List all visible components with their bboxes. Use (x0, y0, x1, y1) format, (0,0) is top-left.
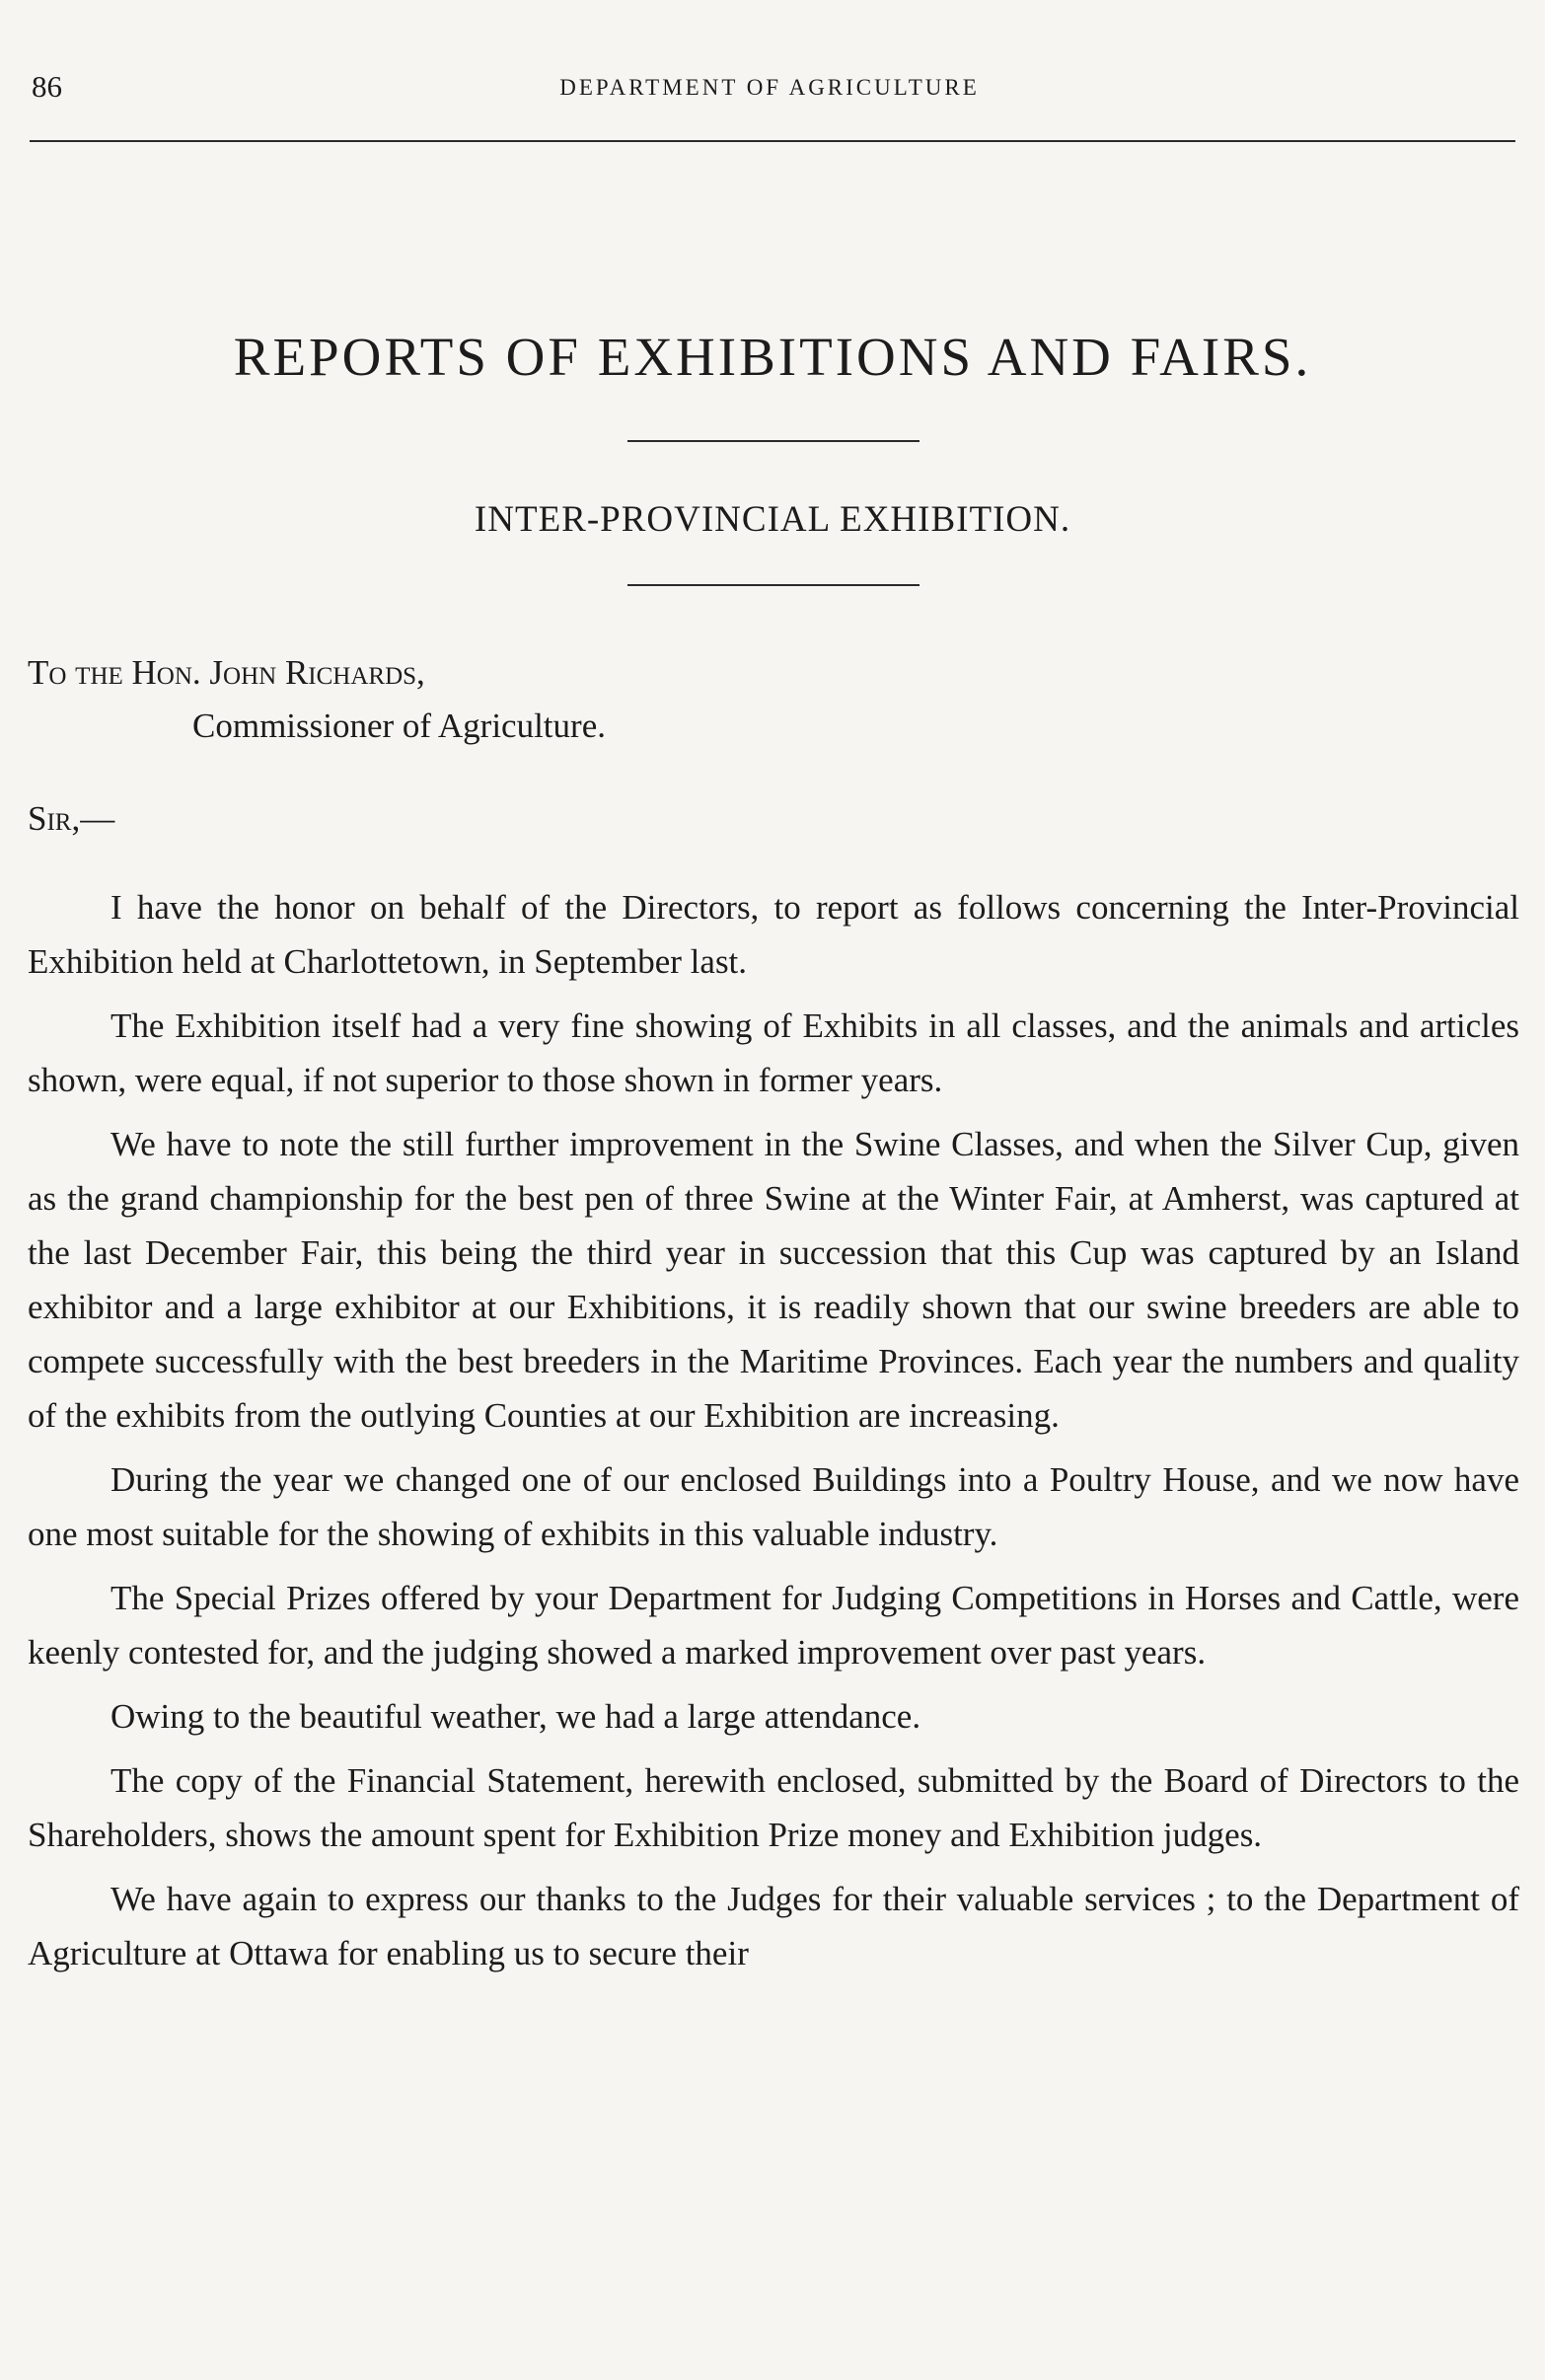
header-divider (30, 140, 1515, 142)
salutation: Sir,— (28, 799, 115, 838)
report-body (28, 880, 1519, 1990)
paragraph: The copy of the Financial Statement, herewith enclosed, submitted by the Board of Directors to the Shareholders, shows the amount spent for Exhibition Prize money and Exhibition judges. (28, 1761, 1519, 1854)
page-number: 86 (32, 69, 62, 104)
paragraph: The Special Prizes offered by your Department for Judging Competitions in Horses and Cattle, were keenly contested for, and the judging showed a marked improvement over past years. (28, 1579, 1519, 1672)
main-title: REPORTS OF EXHIBITIONS AND FAIRS. (233, 327, 1312, 387)
section-divider (627, 584, 920, 586)
addressee-title: Commissioner of Agriculture. (192, 707, 606, 745)
paragraph: The Exhibition itself had a very fine showing of Exhibits in all classes, and the animals and articles shown, were equal, if not superior to those shown in former years. (28, 1006, 1519, 1099)
page-header (32, 69, 1508, 109)
paragraph: We have to note the still further improvement in the Swine Classes, and when the Silver Cup, given as the grand championship for the best pen of three Swine at the Winter Fair, at Amherst, was captured at the last December Fair, this being the third year in succession that this Cup was captured by an Island exhibitor and a large exhibitor at our Exhibitions, it is readily shown that our swine breeders are able to compete successfully with the best breeders in the Maritime Provinces. Each year the numbers and quality of the exhibits from the outlying Counties at our Exhibition are increasing. (28, 1125, 1519, 1435)
paragraph: Owing to the beautiful weather, we had a large attendance. (110, 1697, 921, 1736)
paragraph: During the year we changed one of our enclosed Buildings into a Poultry House, and we now have one most suitable for the showing of exhibits in this valuable industry. (28, 1460, 1519, 1553)
paragraph: We have again to express our thanks to the Judges for their valuable services ; to the Department of Agriculture at Ottawa for enabling us to secure their (28, 1880, 1519, 1972)
running-head: DEPARTMENT OF AGRICULTURE (559, 75, 980, 100)
section-title: INTER-PROVINCIAL EXHIBITION. (474, 499, 1071, 540)
addressee-line: To the Hon. John Richards, (28, 653, 425, 692)
title-divider (627, 440, 920, 442)
paragraph: I have the honor on behalf of the Directors, to report as follows concerning the Inter-Provincial Exhibition held at Charlottetown, in September last. (28, 888, 1519, 981)
